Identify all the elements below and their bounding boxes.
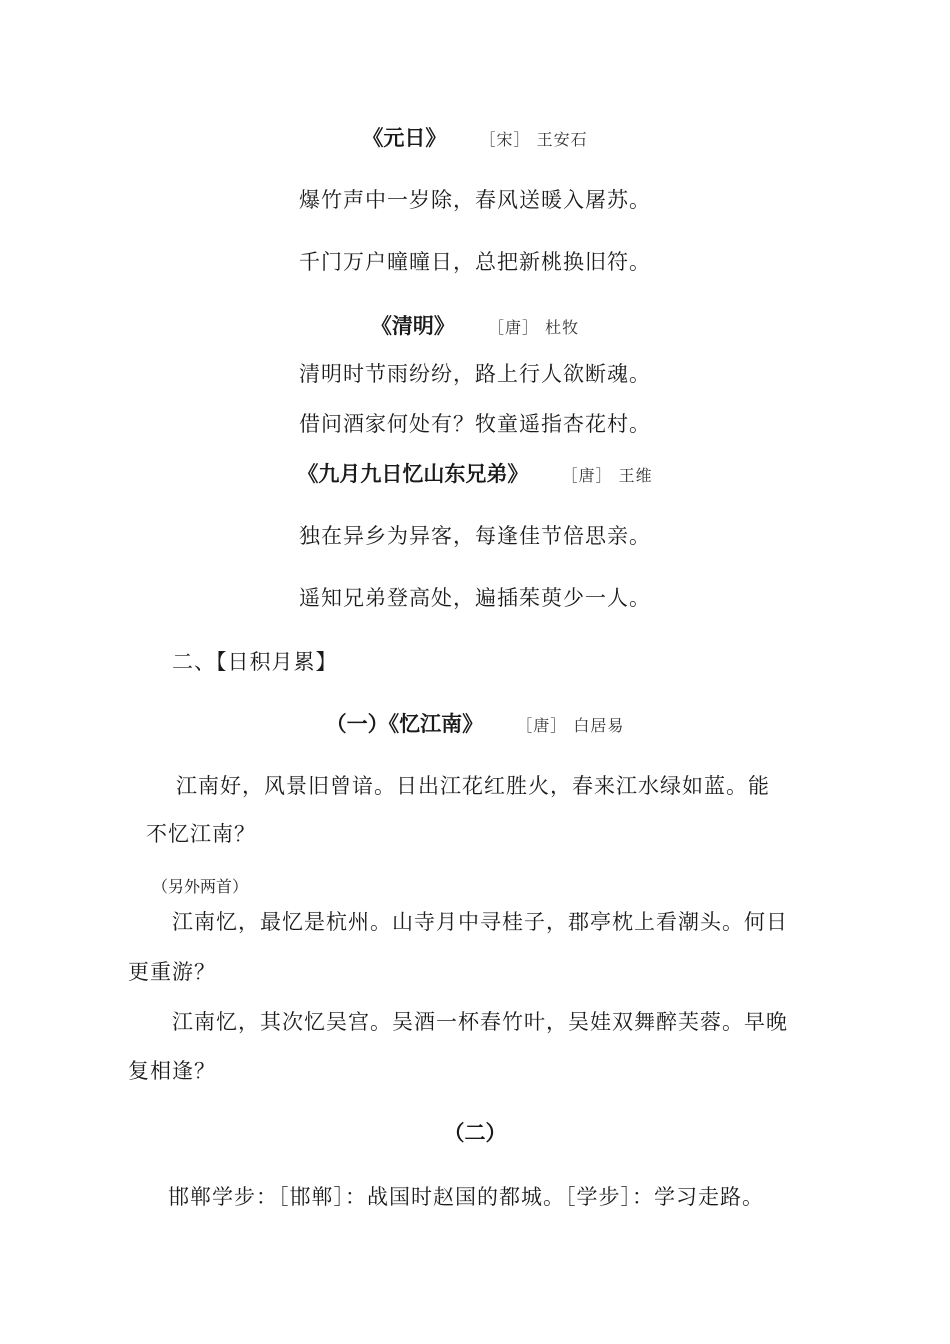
poem-3-line-1: 独在异乡为异客，每逢佳节倍思亲。 (299, 524, 651, 548)
poem-1-heading (0, 122, 950, 152)
poem-2-author: ［唐］ 杜牧 (488, 318, 580, 337)
poem-2-title: 《清明》 (370, 314, 455, 338)
poem-1-line-1: 爆竹声中一岁除，春风送暖入屠苏。 (299, 188, 651, 212)
idiom-handan-xuebu: 邯郸学步：［邯郸］：战国时赵国的都城。［学步］：学习走路。 (168, 1185, 764, 1209)
para-2-line-1: 江南忆，最忆是杭州。山寺月中寻桂子，郡亭枕上看潮头。何日 (172, 910, 788, 934)
poem-1-line-2: 千门万户曈曈日，总把新桃换旧符。 (299, 250, 651, 274)
para-1-line-1: 江南好，风景旧曾谙。日出江花红胜火，春来江水绿如蓝。能 (176, 774, 770, 798)
poem-1-title: 《元日》 (362, 126, 447, 150)
poem-2-line-2: 借问酒家何处有？牧童遥指杏花村。 (299, 412, 651, 436)
section-2-heading: 二、【日积月累】 (172, 650, 338, 674)
poem-3-line-2: 遥知兄弟登高处，遍插茱萸少一人。 (299, 586, 651, 610)
poem-1-author: ［宋］ 王安石 (479, 130, 588, 149)
para-3-line-2: 复相逢？ (128, 1059, 216, 1083)
para-1-line-2: 不忆江南？ (146, 822, 256, 846)
poem-3-author: ［唐］ 王维 (561, 466, 653, 485)
part-1-heading (0, 708, 950, 738)
poem-2-line-1: 清明时节雨纷纷，路上行人欲断魂。 (299, 362, 651, 386)
para-2-line-2: 更重游？ (128, 960, 216, 984)
poem-3-title: 《九月九日忆山东兄弟》 (297, 462, 529, 486)
note-other-two: （另外两首） (152, 877, 249, 896)
poem-3-heading (0, 458, 950, 488)
part-2-title: （二） (443, 1121, 507, 1145)
poem-2-heading (0, 310, 950, 340)
para-3-line-1: 江南忆，其次忆吴宫。吴酒一杯春竹叶，吴娃双舞醉芙蓉。早晚 (172, 1010, 788, 1034)
part-1-author: ［唐］ 白居易 (516, 716, 625, 735)
part-1-title: （一）《忆江南》 (325, 712, 484, 736)
